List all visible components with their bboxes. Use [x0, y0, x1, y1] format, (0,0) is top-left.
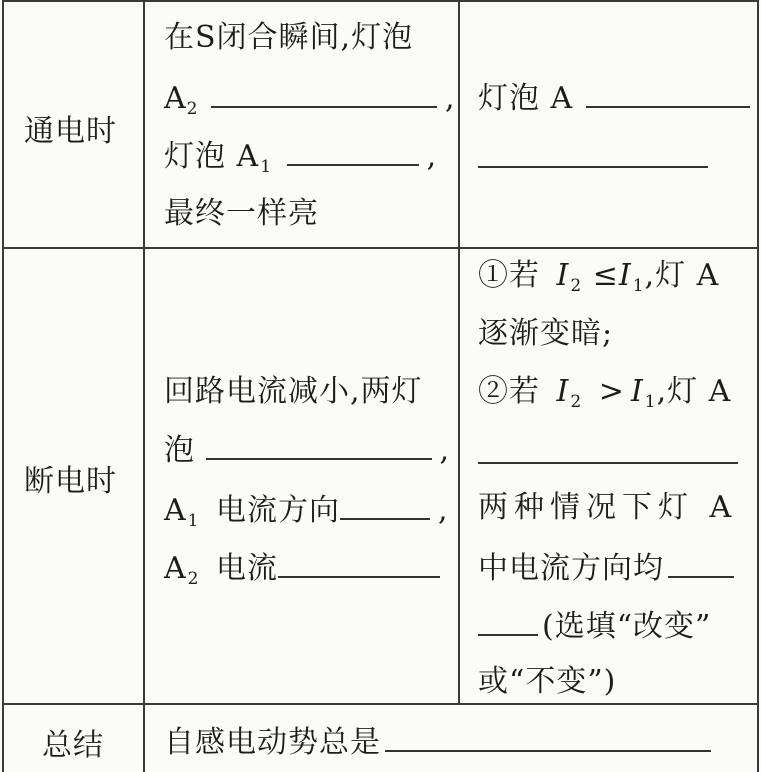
power-off-right-case2 — [478, 372, 731, 422]
lamp-a1-letter: A — [164, 493, 187, 528]
row-label-power-off: 断电时 — [24, 464, 117, 499]
lamp-a1-subscript: 1 — [260, 157, 273, 177]
row-label-summary: 总结 — [42, 728, 104, 763]
power-off-middle-line4 — [164, 546, 440, 599]
row-divider-2 — [2, 703, 759, 705]
current-i1: I — [618, 258, 632, 293]
lamp-a2-letter: A — [164, 81, 186, 116]
answer-blank-lamp-a-on-1[interactable] — [586, 76, 750, 108]
table-border-top — [2, 0, 759, 2]
summary-prefix: 自感电动势总是 — [164, 725, 381, 760]
row-label-power-on: 通电时 — [24, 114, 117, 149]
comma: , — [445, 81, 455, 116]
subscript-1: 1 — [644, 392, 657, 412]
power-off-right-both2 — [478, 546, 734, 589]
answer-blank-lamp-a-on-2[interactable] — [478, 136, 708, 168]
subscript-2: 2 — [570, 392, 583, 412]
lamp-a2-letter: A — [164, 551, 187, 586]
power-on-middle-line2 — [164, 76, 455, 129]
power-on-right-line2 — [478, 136, 708, 179]
case1-suffix: ,灯 A — [644, 258, 720, 293]
power-on-right-line1 — [478, 76, 750, 119]
power-off-right-case1 — [478, 256, 719, 306]
power-off-middle-line1: 回路电流减小,两灯 — [164, 374, 423, 409]
lamp-a1-subscript: 1 — [187, 511, 200, 531]
answer-blank-a2-current[interactable] — [278, 546, 440, 578]
lamp-a2-subscript: 2 — [186, 99, 198, 119]
lamp-a-label: 灯泡 A — [478, 81, 574, 116]
column-divider-1 — [143, 0, 145, 772]
comma: , — [439, 433, 451, 468]
fill-hint: (选填“改变” — [542, 609, 712, 644]
case2-prefix: ②若 — [478, 374, 540, 409]
table-border-left — [2, 0, 4, 772]
power-on-middle-line3 — [164, 134, 437, 187]
table-border-right — [757, 0, 759, 772]
current-i1: I — [630, 374, 644, 409]
bulb-text: 泡 — [164, 433, 195, 468]
current-text: 电流 — [216, 551, 279, 586]
power-off-middle-line2 — [164, 428, 450, 471]
power-off-right-both4: 或“不变”) — [478, 664, 617, 699]
greater-sign: > — [598, 374, 625, 409]
power-on-middle-line4: 最终一样亮 — [164, 196, 319, 231]
subscript-1: 1 — [632, 276, 645, 296]
comma: , — [426, 139, 438, 174]
power-off-right-both1: 两种情况下灯 A — [478, 490, 738, 525]
answer-blank-direction-2[interactable] — [478, 604, 538, 636]
answer-blank-a1-on[interactable] — [287, 134, 419, 166]
comma: , — [438, 493, 449, 528]
case1-prefix: ①若 — [478, 258, 540, 293]
answer-blank-two-bulbs[interactable] — [206, 428, 432, 460]
answer-blank-summary[interactable] — [385, 720, 711, 752]
answer-blank-a1-direction[interactable] — [340, 488, 430, 520]
current-i2: I — [556, 258, 570, 293]
power-off-right-both3 — [478, 604, 711, 647]
current-i2: I — [556, 374, 570, 409]
power-off-middle-line3 — [164, 488, 449, 541]
power-off-right-case1-line2: 逐渐变暗; — [478, 316, 614, 351]
power-off-right-case2-blank — [478, 432, 738, 475]
answer-blank-a2-on[interactable] — [211, 76, 437, 108]
power-on-middle-line1: 在S闭合瞬间,灯泡 — [164, 20, 414, 55]
direction-text: 中电流方向均 — [478, 551, 664, 586]
lamp-a2-subscript: 2 — [187, 569, 200, 589]
answer-blank-direction-1[interactable] — [668, 546, 734, 578]
subscript-2: 2 — [570, 276, 583, 296]
lamp-a1-label: 灯泡 A — [164, 139, 260, 174]
row-divider-1 — [2, 247, 759, 249]
summary-text — [164, 720, 711, 763]
current-direction-text: 电流方向 — [216, 493, 341, 528]
case2-suffix: ,灯 A — [656, 374, 732, 409]
less-equal-sign: ≤ — [592, 258, 619, 293]
column-divider-2 — [458, 0, 460, 703]
answer-blank-case2[interactable] — [478, 432, 738, 464]
